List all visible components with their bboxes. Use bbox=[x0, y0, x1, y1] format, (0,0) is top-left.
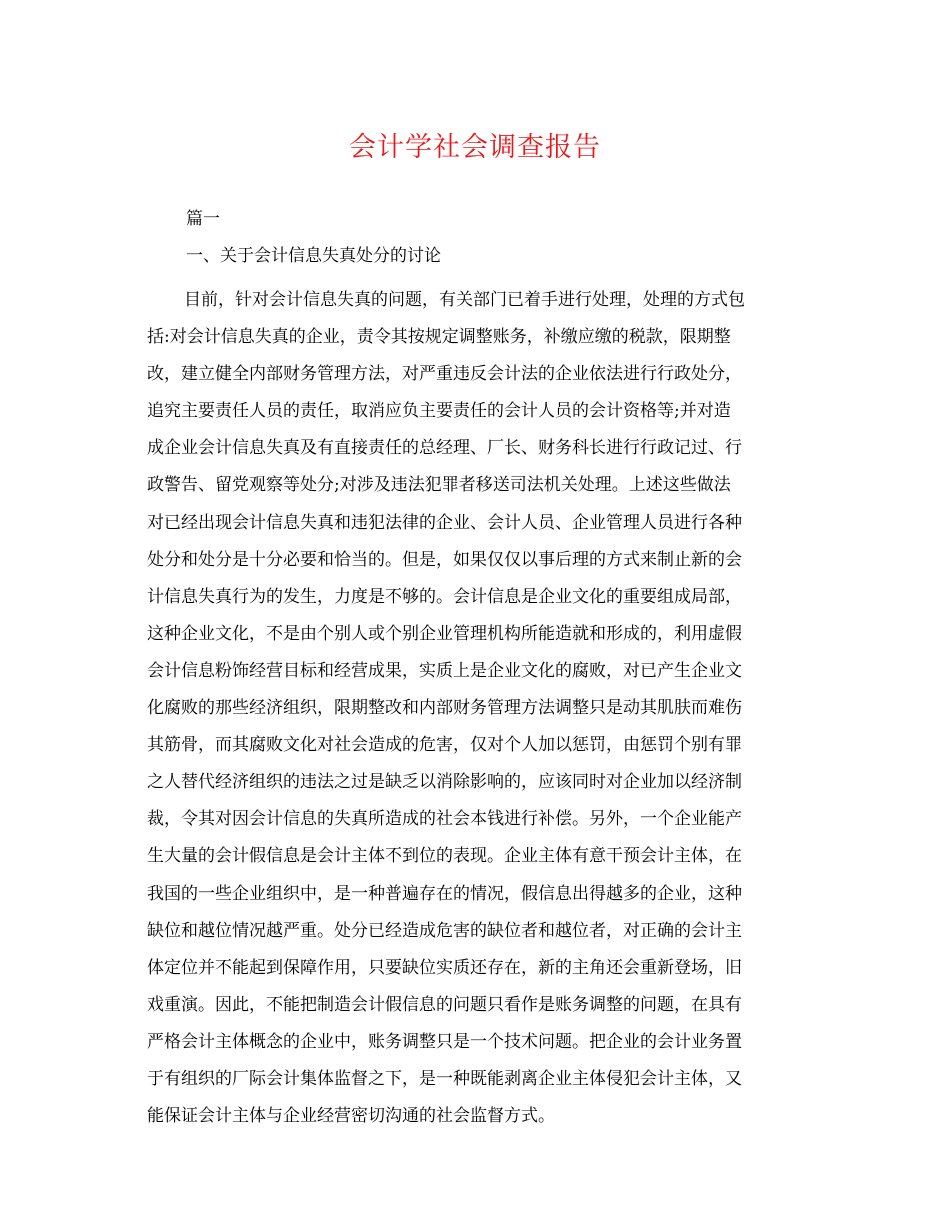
paragraph-line: 生大量的会计假信息是会计主体不到位的表现。企业主体有意干预会计主体，在 bbox=[147, 846, 742, 867]
paragraph-line: 其筋骨，而其腐败文化对社会造成的危害，仅对个人加以惩罚，由惩罚个别有罪 bbox=[147, 735, 742, 756]
paragraph-line: 戏重演。因此，不能把制造会计假信息的问题只看作是账务调整的问题，在具有 bbox=[147, 994, 742, 1015]
document-title: 会计学社会调查报告 bbox=[349, 132, 601, 163]
paragraph-line: 严格会计主体概念的企业中，账务调整只是一个技术问题。把企业的会计业务置 bbox=[147, 1031, 742, 1052]
paragraph-line: 对已经出现会计信息失真和违犯法律的企业、会计人员、企业管理人员进行各种 bbox=[147, 512, 742, 533]
paragraph-line: 之人替代经济组织的违法之过是缺乏以消除影响的，应该同时对企业加以经济制 bbox=[147, 772, 742, 793]
paragraph-line: 计信息失真行为的发生，力度是不够的。会计信息是企业文化的重要组成局部， bbox=[147, 586, 742, 607]
paragraph-line: 体定位并不能起到保障作用，只要缺位实质还存在，新的主角还会重新登场，旧 bbox=[147, 957, 742, 978]
paragraph-line: 改，建立健全内部财务管理方法，对严重违反会计法的企业依法进行行政处分， bbox=[147, 364, 742, 385]
paragraph-line: 缺位和越位情况越严重。处分已经造成危害的缺位者和越位者，对正确的会计主 bbox=[147, 920, 742, 941]
paragraph-line: 裁，令其对因会计信息的失真所造成的社会本钱进行补偿。另外，一个企业能产 bbox=[147, 809, 742, 830]
paragraph-line: 于有组织的厂际会计集体监督之下，是一种既能剥离企业主体侵犯会计主体，又 bbox=[147, 1068, 742, 1089]
paragraph-line: 成企业会计信息失真及有直接责任的总经理、厂长、财务科长进行行政记过、行 bbox=[147, 438, 742, 459]
paragraph-line: 括:对会计信息失真的企业，责令其按规定调整账务，补缴应缴的税款，限期整 bbox=[147, 327, 731, 348]
paragraph-line: 追究主要责任人员的责任，取消应负主要责任的会计人员的会计资格等;并对造 bbox=[147, 401, 731, 422]
paragraph-line: 处分和处分是十分必要和恰当的。但是，如果仅仅以事后理的方式来制止新的会 bbox=[147, 549, 742, 570]
paragraph-line: 会计信息粉饰经营目标和经营成果，实质上是企业文化的腐败，对已产生企业文 bbox=[147, 660, 742, 681]
paragraph-line: 目前，针对会计信息失真的问题，有关部门已着手进行处理，处理的方式包 bbox=[184, 290, 745, 310]
paragraph-line: 化腐败的那些经济组织，限期整改和内部财务管理方法调整只是动其肌肤而难伤 bbox=[147, 698, 742, 719]
part-label: 篇一 bbox=[186, 209, 220, 229]
body-paragraph bbox=[147, 282, 807, 1135]
paragraph-line: 这种企业文化，不是由个别人或个别企业管理机构所能造就和形成的，利用虚假 bbox=[147, 623, 742, 644]
section-heading: 一、关于会计信息失真处分的讨论 bbox=[186, 246, 441, 266]
paragraph-line: 我国的一些企业组织中，是一种普遍存在的情况，假信息出得越多的企业，这种 bbox=[147, 883, 742, 904]
paragraph-line: 能保证会计主体与企业经营密切沟通的社会监督方式。 bbox=[147, 1106, 555, 1127]
paragraph-line: 政警告、留党观察等处分;对涉及违法犯罪者移送司法机关处理。上述这些做法 bbox=[147, 475, 731, 496]
